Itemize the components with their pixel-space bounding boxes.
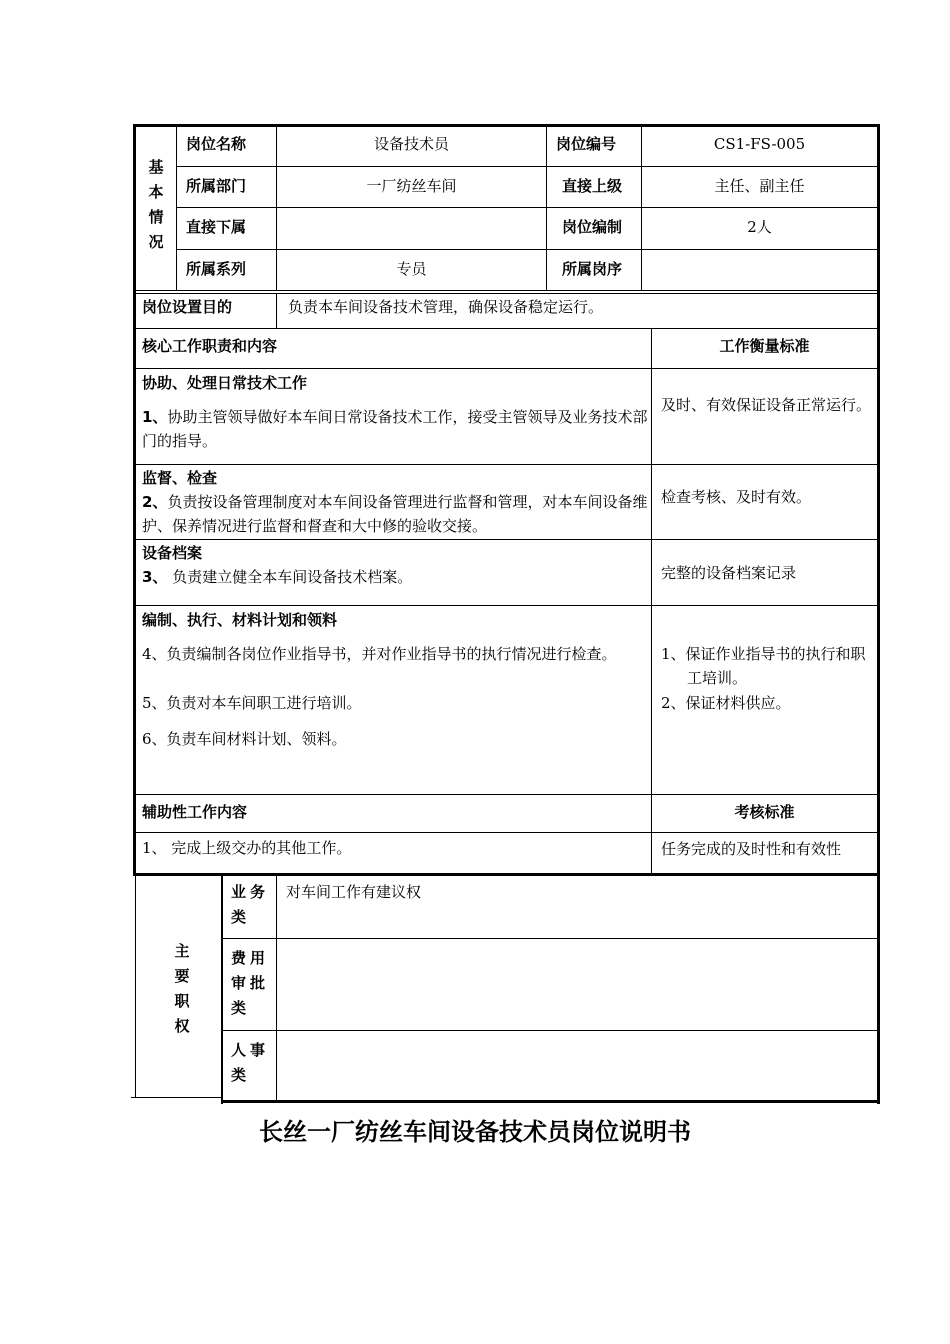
position-name-label: 岗位名称 (186, 135, 247, 153)
supervisor-label: 直接上级 (562, 177, 623, 195)
authority-section-label (160, 939, 204, 1039)
core-s4-item2: 5、负责对本车间职工进行培训。 (142, 694, 362, 712)
core-s3-standard: 完整的设备档案记录 (661, 564, 797, 582)
core-header-left: 核心工作职责和内容 (142, 337, 278, 355)
aux-standard: 任务完成的及时性和有效性 (661, 840, 842, 858)
authority-label-char: 权 (174, 1017, 190, 1035)
core-s4-title: 编制、执行、材料计划和领料 (142, 611, 338, 629)
subordinate-label: 直接下属 (186, 218, 247, 236)
department-value: 一厂纺丝车间 (366, 177, 457, 195)
authority-label-char: 主 (174, 942, 190, 960)
aux-item: 1、 完成上级交办的其他工作。 (142, 839, 352, 857)
core-s4-item3: 6、负责车间材料计划、领料。 (142, 730, 347, 748)
basic-label-char: 基 (148, 158, 164, 176)
core-s4-item1: 4、负责编制各岗位作业指导书，并对作业指导书的执行情况进行检查。 (142, 645, 617, 663)
position-name-value: 设备技术员 (373, 135, 449, 153)
core-s1-standard: 及时、有效保证设备正常运行。 (661, 396, 872, 414)
authority-expense-label: 费用审批类 (231, 949, 270, 1017)
core-s3-num: 3、 (142, 568, 168, 586)
core-s1-num: 1、 (142, 408, 168, 426)
core-s1-title: 协助、处理日常技术工作 (142, 374, 308, 392)
core-s2-body (142, 490, 648, 538)
core-s3-title: 设备档案 (142, 544, 203, 562)
document-title: 长丝一厂纺丝车间设备技术员岗位说明书 (259, 1118, 691, 1146)
core-s2-standard: 检查考核、及时有效。 (661, 488, 812, 506)
authority-business-label: 业务类 (231, 883, 270, 926)
authority-label-char: 要 (174, 967, 190, 985)
core-header-right: 工作衡量标准 (719, 337, 810, 355)
core-s2-num: 2、 (142, 493, 168, 511)
supervisor-value: 主任、副主任 (714, 177, 805, 195)
basic-section-label (136, 155, 176, 255)
authority-hr-label: 人事类 (231, 1041, 270, 1084)
series-value: 专员 (396, 260, 427, 278)
position-code-label: 岗位编号 (556, 135, 617, 153)
core-s2-title: 监督、检查 (142, 469, 218, 487)
basic-label-char: 情 (148, 208, 164, 226)
rank-label: 所属岗序 (562, 260, 623, 278)
core-s4-standard2: 2、保证材料供应。 (661, 694, 791, 712)
aux-header-right: 考核标准 (734, 803, 795, 821)
authority-label-char: 职 (174, 992, 190, 1010)
purpose-label: 岗位设置目的 (142, 298, 233, 316)
core-s3-body (142, 565, 648, 589)
headcount-label: 岗位编制 (562, 218, 623, 236)
basic-label-char: 况 (148, 233, 164, 251)
department-label: 所属部门 (186, 177, 247, 195)
aux-header-left: 辅助性工作内容 (142, 803, 248, 821)
purpose-text: 负责本车间设备技术管理，确保设备稳定运行。 (288, 298, 604, 316)
core-s1-text: 协助主管领导做好本车间日常设备技术工作，接受主管领导及业务技术部门的指导。 (142, 408, 648, 450)
series-label: 所属系列 (186, 260, 247, 278)
core-s1-body (142, 405, 648, 453)
core-s3-text: 负责建立健全本车间设备技术档案。 (167, 568, 413, 586)
headcount-value: 2人 (747, 218, 772, 236)
authority-business-text: 对车间工作有建议权 (286, 883, 422, 901)
position-code-value: CS1-FS-005 (713, 135, 806, 153)
basic-label-char: 本 (148, 183, 164, 201)
core-s2-text: 负责按设备管理制度对本车间设备管理进行监督和管理，对本车间设备维护、保养情况进行监督和督查和大中修的验收交接。 (142, 493, 648, 535)
core-s4-standard1: 1、保证作业指导书的执行和职工培训。 (661, 645, 866, 687)
